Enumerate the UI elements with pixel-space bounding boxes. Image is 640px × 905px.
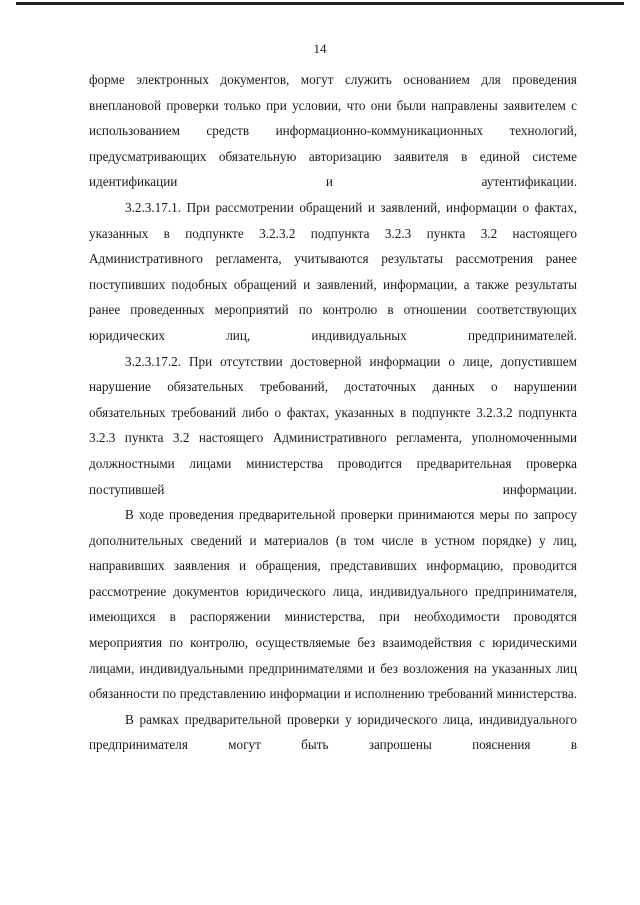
top-border-line <box>16 2 624 5</box>
paragraph-explanations <box>89 707 577 758</box>
text-line: нарушении обязательных требований либо о фактах, указанных в подпункте <box>89 379 577 420</box>
text-line: Административного регламента, учитываются результаты рассмотрения <box>89 251 534 267</box>
text-line: соответствующих юридических лиц, индивидуальных предпринимателей. <box>89 302 578 343</box>
text-line: единой системе идентификации и аутентификации. <box>89 148 578 190</box>
page-number: 14 <box>313 41 327 56</box>
text-line: индивидуальными предпринимателями и без возложения на указанных лиц <box>139 660 577 676</box>
text-line: регламента, уполномоченными должностными лицами министерства <box>89 430 578 471</box>
text-line: результаты ранее проведенных мероприятий по контролю в отношении <box>89 276 577 318</box>
text-line: информацию, проводится рассмотрение документов юридического лица, <box>89 558 578 599</box>
text-line: допустившем нарушение обязательных требований, достаточных данных о <box>89 353 578 395</box>
text-line: технологий, предусматривающих обязательную авторизацию заявителя в <box>89 123 577 164</box>
text-line: министерства, при необходимости проводятся мероприятия по контролю, <box>89 609 577 651</box>
text-line: проводится предварительная проверка поступившей информации. <box>89 455 578 497</box>
text-line: 3.2.3.17.1. При рассмотрении обращений и заявлений, информации о <box>125 199 530 215</box>
text-line: В рамках предварительной проверки у юридического лица, <box>125 711 474 727</box>
text-line: ранее поступивших подобных обращений и заявлений, информации, а также <box>89 251 578 292</box>
text-line: фактах, указанных в подпункте 3.2.3.2 подпункта 3.2.3 пункта 3.2 настоящего <box>89 199 578 241</box>
paragraph-continuation <box>89 67 577 195</box>
paragraph-preliminary-check <box>89 502 577 707</box>
paragraph-3-2-3-17-2 <box>89 349 577 503</box>
text-line: форме электронных документов, могут служить основанием для проведения <box>89 72 577 87</box>
document-body <box>89 67 577 758</box>
text-line: индивидуального предпринимателя могут быть запрошены пояснения в <box>89 711 577 753</box>
text-line: обязанности по представлению информации и исполнению требований <box>89 686 493 702</box>
text-line: 3.2.3.17.2. При отсутствии достоверной информации о лице, <box>125 353 493 369</box>
text-line: осуществляемые без взаимодействия с юридическими лицами, <box>89 635 577 676</box>
text-line: индивидуального предпринимателя, имеющихся в распоряжении <box>89 583 578 625</box>
text-line: порядке) у лиц, направивших заявления и обращения, представивших <box>89 532 577 574</box>
text-line: запросу дополнительных сведений и материалов (в том числе в устном <box>89 507 578 548</box>
text-line: заявителем с использованием средств информационно-коммуникационных <box>89 97 578 139</box>
text-line: В ходе проведения предварительной проверки принимаются меры по <box>125 507 529 523</box>
paragraph-3-2-3-17-1 <box>89 195 577 349</box>
text-line: внеплановой проверки только при условии, что они были направлены <box>89 97 498 113</box>
text-line: министерства. <box>496 686 577 702</box>
text-line: 3.2.3.2 подпункта 3.2.3 пункта 3.2 настоящего Административного <box>89 404 578 446</box>
